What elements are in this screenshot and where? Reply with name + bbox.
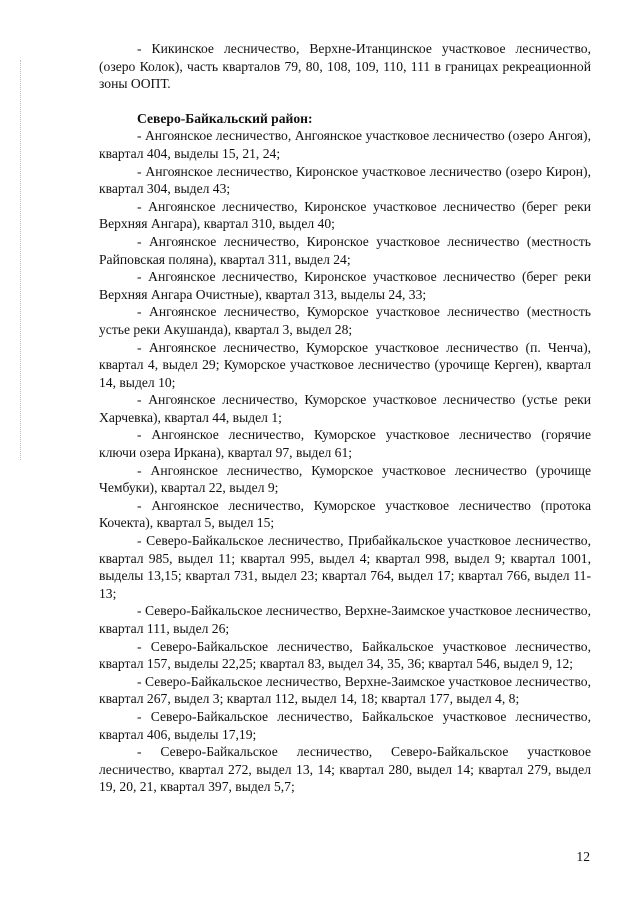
list-item: - Северо-Байкальское лесничество, Байкальское участковое лесничество, квартал 406, выделы 17,19; [99,708,591,742]
list-item: - Северо-Байкальское лесничество, Прибайкальское участковое лесничество, квартал 985, выдел 11; квартал 995, выдел 4; квартал 998, выдел 9; квартал 1001, выделы 13,15; квартал 731, выдел 23; квартал 764, выдел 17; квартал 766, выдел 11-13; [99,533,591,601]
list-item: - Северо-Байкальское лесничество, Северо-Байкальское участковое лесничество, квартал 272, выдел 13, 14; квартал 280, выдел 14; квартал 279, выдел 19, 20, 21, квартал 397, выдел 5,7; [99,744,591,795]
list-item: - Ангоянское лесничество, Киронское участковое лесничество (берег реки Верхняя Ангара), квартал 310, выдел 40; [99,198,591,232]
list-item: - Ангоянское лесничество, Куморское участковое лесничество (п. Ченча), квартал 4, выдел 29; Куморское участковое лесничество (урочище Керген), квартал 14, выдел 10; [99,339,591,390]
binding-margin-line [20,60,22,460]
list-item: - Ангоянское лесничество, Куморское участковое лесничество (местность устье реки Акушанда), квартал 3, выдел 28; [99,304,591,337]
list-item: - Ангоянское лесничество, Киронское участковое лесничество (берег реки Верхняя Ангара Очистные), квартал 313, выделы 24, 33; [99,269,591,302]
list-item: - Ангоянское лесничество, Киронское участковое лесничество (озеро Кирон), квартал 304, выдел 43; [99,163,591,197]
list-item: - Ангоянское лесничество, Ангоянское участковое лесничество (озеро Ангоя), квартал 404, выделы 15, 21, 24; [99,128,591,161]
document-body [99,40,591,796]
intro-paragraph: - Кикинское лесничество, Верхне-Итанцинское участковое лесничество, (озеро Колок), часть кварталов 79, 80, 108, 109, 110, 111 в границах рекреационной зоны ООПТ. [99,41,591,92]
section-heading: Северо-Байкальский район: [137,110,313,126]
list-item: - Ангоянское лесничество, Куморское участковое лесничество (протока Кочекта), квартал 5, выдел 15; [99,497,591,531]
list-item: - Ангоянское лесничество, Киронское участковое лесничество (местность Райповская поляна), квартал 311, выдел 24; [99,233,591,267]
forestry-list [99,127,591,796]
list-item: - Ангоянское лесничество, Куморское участковое лесничество (горячие ключи озера Иркана), квартал 97, выдел 61; [99,427,591,461]
page-number: 12 [576,849,590,864]
list-item: - Северо-Байкальское лесничество, Верхне-Заимское участковое лесничество, квартал 267, выдел 3; квартал 112, выдел 14, 18; квартал 177, выдел 4, 8; [99,673,591,707]
list-item: - Северо-Байкальское лесничество, Верхне-Заимское участковое лесничество, квартал 111, выдел 26; [99,603,591,636]
list-item: - Ангоянское лесничество, Куморское участковое лесничество (урочище Чембуки), квартал 22, выдел 9; [99,462,591,496]
list-item: - Ангоянское лесничество, Куморское участковое лесничество (устье реки Харчевка), квартал 44, выдел 1; [99,392,591,425]
list-item: - Северо-Байкальское лесничество, Байкальское участковое лесничество, квартал 157, выделы 22,25; квартал 83, выдел 34, 35, 36; квартал 546, выдел 9, 12; [99,638,591,672]
